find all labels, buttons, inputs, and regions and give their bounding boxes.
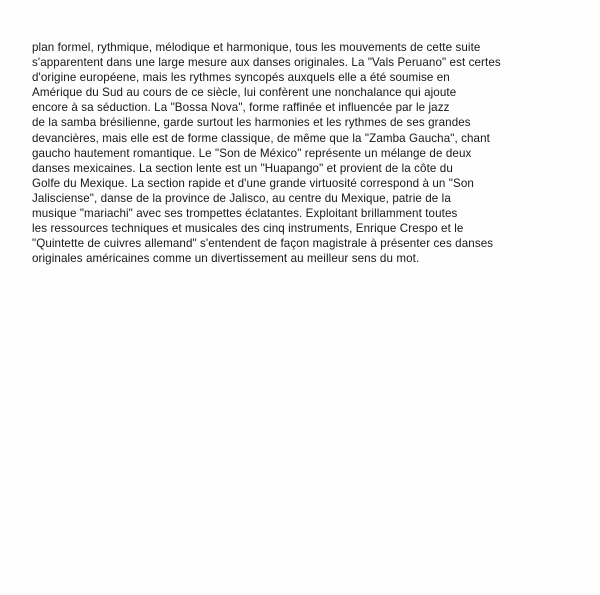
- text-line: gaucho hautement romantique. Le "Son de México" représente un mélange de deux: [32, 146, 472, 160]
- text-line: plan formel, rythmique, mélodique et harmonique, tous les mouvements de cette suite: [32, 41, 481, 54]
- text-line: s'apparentent dans une large mesure aux danses originales. La "Vals Peruano" est certes: [32, 56, 501, 70]
- text-line: devancières, mais elle est de forme classique, de même que la "Zamba Gaucha", chant: [32, 131, 490, 145]
- text-line: les ressources techniques et musicales des cinq instruments, Enrique Crespo et le: [32, 222, 464, 236]
- body-text: [32, 40, 592, 266]
- text-line: danses mexicaines. La section lente est un "Huapango" et provient de la côte du: [32, 161, 453, 175]
- text-line: de la samba brésilienne, garde surtout les harmonies et les rythmes de ses grandes: [32, 116, 471, 130]
- text-line: encore à sa séduction. La "Bossa Nova", forme raffinée et influencée par le jazz: [32, 101, 450, 115]
- text-line: "Quintette de cuivres allemand" s'entendent de façon magistrale à présenter ces danses: [32, 237, 494, 251]
- text-line: originales américaines comme un divertissement au meilleur sens du mot.: [32, 252, 420, 266]
- text-line: musique "mariachi" avec ses trompettes éclatantes. Exploitant brillamment toutes: [32, 207, 458, 221]
- text-line: d'origine européene, mais les rythmes syncopés auxquels elle a été soumise en: [32, 71, 450, 85]
- text-line: Golfe du Mexique. La section rapide et d'une grande virtuosité correspond à un "Son: [32, 176, 474, 190]
- text-line: Amérique du Sud au cours de ce siècle, lui confèrent une nonchalance qui ajoute: [32, 86, 457, 100]
- text-line: Jalisciense", danse de la province de Jalisco, au centre du Mexique, patrie de la: [32, 191, 451, 205]
